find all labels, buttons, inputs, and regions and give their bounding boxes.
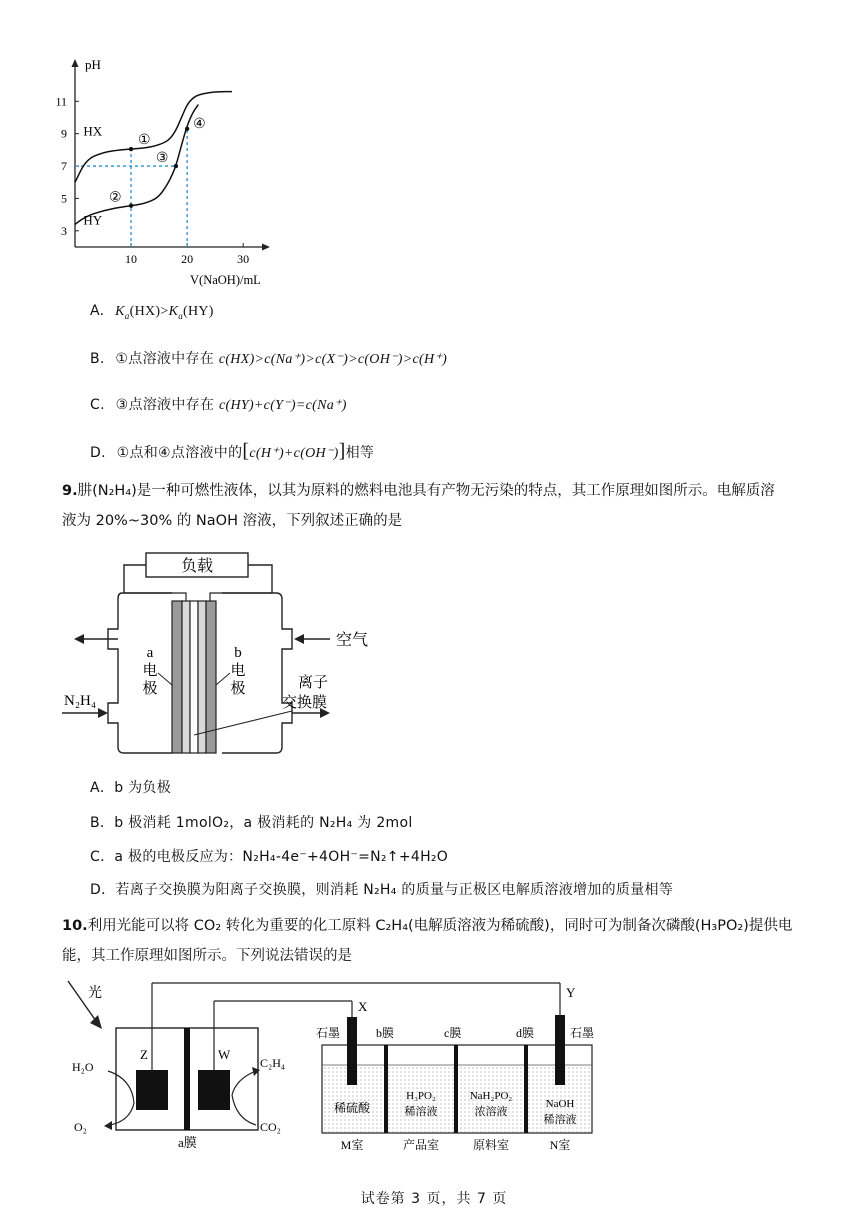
- data-point: [174, 164, 178, 168]
- question-number: 10.: [62, 918, 88, 934]
- graphite-right: [555, 1015, 565, 1085]
- x-tick-label: 20: [181, 252, 194, 266]
- electrode-a: [172, 601, 182, 753]
- concentration-expression: c(HY)+c(Y⁻)=c(Na⁺): [219, 398, 347, 413]
- light-arrow-icon: [90, 1015, 102, 1029]
- graphite-left-label: 石墨: [316, 1026, 341, 1040]
- data-point: [129, 147, 133, 151]
- stem-line: 液为 20%~30% 的 NaOH 溶液，下列叙述正确的是: [62, 513, 403, 529]
- n-solution-label: 稀溶液: [543, 1114, 577, 1126]
- ka-subscript: a: [124, 310, 130, 321]
- c-membrane: [454, 1045, 458, 1133]
- stem-line: 能，其工作原理如图所示。下列说法错误的是: [62, 948, 352, 964]
- air-label: 空气: [336, 632, 369, 649]
- electrode-b-label: 极: [230, 681, 246, 697]
- data-point: [185, 127, 189, 131]
- option-letter: D．: [90, 882, 116, 898]
- greater-than: >: [160, 304, 169, 319]
- electrode-a-label: 极: [142, 681, 158, 697]
- option-text: ①点溶液中存在: [115, 351, 219, 367]
- electrode-a-label: 电: [142, 663, 158, 679]
- option-letter: C．: [90, 849, 115, 865]
- y-axis-label: pH: [85, 57, 101, 72]
- fuel-cell-diagram: [60, 545, 369, 760]
- q10-stem: [62, 911, 832, 971]
- ka-hx: (HX): [129, 304, 161, 319]
- arrow-right-icon: [98, 708, 108, 718]
- c2h4-label: C₂H₄: [260, 1056, 286, 1070]
- q9-stem: [62, 476, 822, 536]
- electrode-b-label: b: [234, 645, 242, 661]
- ka-symbol: K: [115, 304, 125, 319]
- stem-line: 利用光能可以将 CO₂ 转化为重要的化工原料 C₂H₄(电解质溶液为稀硫酸)，同时可为制备次磷酸(H₃PO₂)提供电: [87, 918, 793, 934]
- x-axis-label: V(NaOH)/mL: [190, 273, 261, 287]
- d-membrane-label: d膜: [516, 1026, 535, 1040]
- a-membrane: [184, 1028, 190, 1130]
- y-axis-arrow-icon: [72, 59, 79, 67]
- co2-label: CO₂: [260, 1120, 281, 1134]
- chart-points: [109, 117, 206, 208]
- d-membrane: [524, 1045, 528, 1133]
- q9-option-d: [90, 879, 673, 899]
- page-number: 试卷第 3 页，共 7 页: [360, 1191, 508, 1207]
- point-label: ②: [109, 190, 122, 206]
- option-letter: D.: [90, 445, 106, 461]
- m-room-label: M室: [340, 1138, 364, 1152]
- page-footer: [0, 1188, 868, 1208]
- chart-series: [75, 92, 232, 228]
- q9-option-c: [90, 846, 448, 866]
- c-membrane-label: c膜: [444, 1026, 462, 1040]
- x-tick-label: 30: [237, 252, 250, 266]
- q8-option-a: [90, 303, 214, 321]
- option-letter: A.: [90, 303, 105, 319]
- option-text: 相等: [345, 445, 375, 461]
- graphite-right-label: 石墨: [570, 1026, 595, 1040]
- o2-label: O₂: [74, 1120, 87, 1134]
- stem-line: 肼(N₂H₄)是一种可燃性液体，以其为原料的燃料电池具有产物无污染的特点，其工作原理如图所示。电解质溶: [77, 483, 775, 499]
- raw-solution-label: NaH₂PO₂: [469, 1090, 513, 1102]
- option-text: 若离子交换膜为阳离子交换膜，则消耗 N₂H₄ 的质量与正极区电解质溶液增加的质量相等: [115, 882, 674, 898]
- y-tick-label: 7: [61, 159, 67, 174]
- option-letter: B.: [90, 351, 105, 367]
- q8-option-b: [90, 348, 447, 368]
- concentration-expression: c(HX)>c(Na⁺)>c(X⁻)>c(OH⁻)>c(H⁺): [218, 352, 448, 367]
- x-axis-arrow-icon: [262, 244, 270, 251]
- electrode-b-label: 电: [230, 663, 246, 679]
- option-text: ①点和④点溶液中的: [116, 445, 243, 461]
- point-label: ④: [193, 116, 206, 132]
- option-text: a 极的电极反应为：N₂H₄-4e⁻+4OH⁻=N₂↑+4H₂O: [114, 849, 449, 865]
- x-tick-label: 10: [125, 252, 138, 266]
- q9-option-b: [90, 812, 413, 832]
- light-label: 光: [88, 986, 102, 1001]
- electrode-w: [198, 1070, 230, 1110]
- n-solution-label: NaOH: [545, 1098, 575, 1110]
- electrode-z: [136, 1070, 168, 1110]
- y-tick-label: 3: [61, 223, 67, 238]
- chart-ticks: [55, 94, 249, 266]
- ph-titration-chart: [55, 55, 295, 295]
- raw-room-label: 原料室: [472, 1138, 510, 1152]
- z-label: Z: [140, 1047, 148, 1062]
- option-text: b 为负极: [114, 780, 172, 796]
- raw-solution-label: 浓溶液: [474, 1106, 508, 1118]
- m-solution-label: 稀硫酸: [333, 1101, 371, 1115]
- membrane-label: 离子: [298, 675, 329, 691]
- option-letter: B．: [90, 815, 115, 831]
- x-label: X: [358, 999, 368, 1014]
- point-label: ③: [155, 151, 169, 167]
- product-solution-label: 稀溶液: [404, 1106, 438, 1118]
- option-letter: C.: [90, 397, 105, 413]
- ka-symbol: K: [168, 304, 179, 319]
- membrane-label: 交换膜: [282, 695, 328, 711]
- load-label: 负载: [180, 558, 214, 575]
- electrolysis-diagram: [60, 975, 620, 1160]
- y-tick-label: 11: [55, 94, 67, 109]
- option-text: ③点溶液中存在: [115, 397, 219, 413]
- ka-subscript: a: [178, 310, 184, 321]
- y-label: Y: [566, 985, 576, 1000]
- graphite-left: [347, 1017, 357, 1085]
- ka-hy: (HY): [183, 304, 214, 319]
- data-point: [129, 204, 133, 208]
- ion-exchange-membrane: [190, 601, 198, 753]
- q8-option-c: [90, 394, 347, 414]
- q9-option-a: [90, 777, 171, 797]
- n-room-label: N室: [549, 1138, 571, 1152]
- w-label: W: [218, 1047, 231, 1062]
- b-membrane: [384, 1045, 388, 1133]
- product-solution-label: H₃PO₂: [406, 1090, 436, 1102]
- question-number: 9.: [62, 483, 78, 499]
- anode-chamber: [108, 593, 172, 753]
- chart-guides: [75, 129, 187, 247]
- concentration-expression: c(H⁺)+c(OH⁻): [249, 446, 339, 461]
- n2h4-label: N₂H₄: [64, 693, 97, 709]
- y-tick-label: 5: [61, 191, 67, 206]
- option-letter: A．: [90, 780, 115, 796]
- electrode-a-label: a: [146, 645, 154, 661]
- arrow-left-icon: [294, 634, 304, 644]
- a-membrane-label: a膜: [178, 1135, 197, 1150]
- point-label: ①: [138, 133, 151, 149]
- h2o-label: H₂O: [72, 1060, 94, 1074]
- option-text: b 极消耗 1molO₂，a 极消耗的 N₂H₄ 为 2mol: [114, 815, 413, 831]
- arrow-left-icon: [74, 634, 84, 644]
- product-room-label: 产品室: [402, 1138, 440, 1152]
- series-label-hx: HX: [83, 123, 103, 139]
- series-label-hy: HY: [83, 212, 103, 228]
- b-membrane-label: b膜: [376, 1026, 395, 1040]
- q8-option-d: D. ①点和④点溶液中的[c(H⁺)+c(OH⁻)]相等: [90, 440, 375, 462]
- y-tick-label: 9: [61, 126, 67, 141]
